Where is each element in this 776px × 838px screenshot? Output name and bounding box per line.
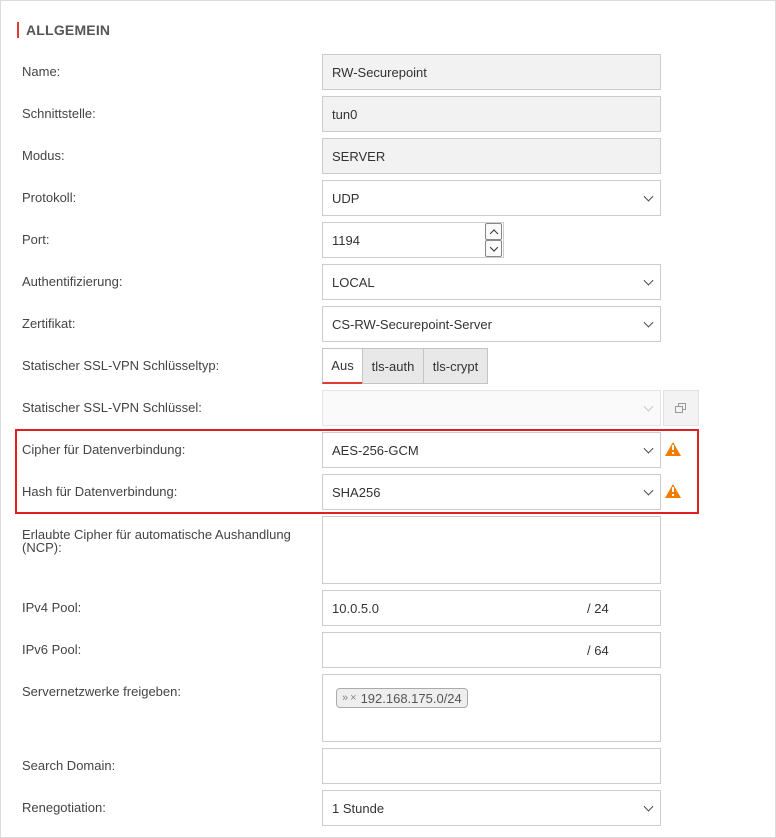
copy-icon [675, 403, 687, 414]
ipv6-pool-input[interactable] [322, 632, 661, 668]
cipher-label: Cipher für Datenverbindung: [22, 442, 186, 457]
chevron-down-icon [644, 802, 654, 812]
static-key-type-option-tls-auth[interactable]: tls-auth [362, 348, 424, 384]
name-value: RW-Securepoint [332, 64, 427, 80]
auth-select[interactable] [322, 264, 661, 300]
name-label: Name: [22, 64, 61, 79]
static-key-select[interactable] [322, 390, 661, 426]
name-field[interactable] [322, 54, 661, 90]
search-domain-label: Search Domain: [22, 758, 116, 773]
copy-key-button[interactable] [663, 390, 699, 426]
ipv6-pool-label: IPv6 Pool: [22, 642, 82, 657]
protocol-select[interactable] [322, 180, 661, 216]
chevron-down-icon [644, 486, 654, 496]
ncp-label: Erlaubte Cipher für automatische Aushandlung (NCP): [22, 527, 291, 555]
cipher-value: AES-256-GCM [332, 442, 419, 458]
interface-value: tun0 [332, 106, 358, 122]
auth-value: LOCAL [332, 274, 375, 290]
hash-label: Hash für Datenverbindung: [22, 484, 178, 499]
ipv4-pool-input[interactable] [322, 590, 661, 626]
port-decrement-button[interactable] [485, 240, 502, 257]
hash-value: SHA256 [332, 484, 381, 500]
port-label: Port: [22, 232, 50, 247]
static-key-type-option-aus[interactable]: Aus [322, 348, 363, 384]
network-tag-label: 192.168.175.0/24 [360, 690, 462, 706]
section-title: ALLGEMEIN [17, 22, 110, 38]
mode-field[interactable] [322, 138, 661, 174]
auth-label: Authentifizierung: [22, 274, 123, 289]
port-increment-button[interactable] [485, 223, 502, 240]
ipv6-pool-suffix: / 64 [587, 642, 609, 658]
chevron-down-icon [644, 276, 654, 286]
close-icon[interactable]: × [350, 692, 357, 704]
mode-label: Modus: [22, 148, 65, 163]
hash-select[interactable] [322, 474, 661, 510]
interface-label: Schnittstelle: [22, 106, 96, 121]
cipher-select[interactable] [322, 432, 661, 468]
static-key-label: Statischer SSL-VPN Schlüssel: [22, 400, 202, 415]
renegotiation-select[interactable] [322, 790, 661, 826]
ipv4-pool-value: 10.0.5.0 [332, 600, 379, 616]
search-domain-input[interactable] [322, 748, 661, 784]
chevron-down-icon [644, 192, 654, 202]
warning-icon[interactable] [665, 442, 681, 456]
mode-value: SERVER [332, 148, 386, 164]
chevron-up-icon [489, 229, 497, 237]
ncp-input[interactable] [322, 516, 661, 584]
chevron-down-icon [644, 318, 654, 328]
chevron-down-icon [489, 243, 497, 251]
warning-icon[interactable] [665, 484, 681, 498]
chevron-down-icon [644, 444, 654, 454]
chevron-down-icon [644, 402, 654, 412]
port-input[interactable] [322, 222, 504, 258]
protocol-label: Protokoll: [22, 190, 77, 205]
port-spinner [485, 223, 503, 257]
port-value: 1194 [332, 232, 360, 248]
interface-field[interactable] [322, 96, 661, 132]
server-networks-input[interactable] [322, 674, 661, 742]
double-chevron-icon[interactable]: » [342, 692, 349, 704]
static-key-type-label: Statischer SSL-VPN Schlüsseltyp: [22, 358, 220, 373]
protocol-value: UDP [332, 190, 360, 206]
network-tag[interactable] [336, 688, 468, 708]
static-key-type-toggle [322, 348, 488, 384]
renegotiation-value: 1 Stunde [332, 800, 385, 816]
static-key-type-option-tls-crypt[interactable]: tls-crypt [423, 348, 488, 384]
ipv4-pool-suffix: / 24 [587, 600, 609, 616]
certificate-value: CS-RW-Securepoint-Server [332, 316, 492, 332]
server-networks-label: Servernetzwerke freigeben: [22, 684, 181, 699]
renegotiation-label: Renegotiation: [22, 800, 106, 815]
ipv4-pool-label: IPv4 Pool: [22, 600, 82, 615]
certificate-select[interactable] [322, 306, 661, 342]
certificate-label: Zertifikat: [22, 316, 76, 331]
